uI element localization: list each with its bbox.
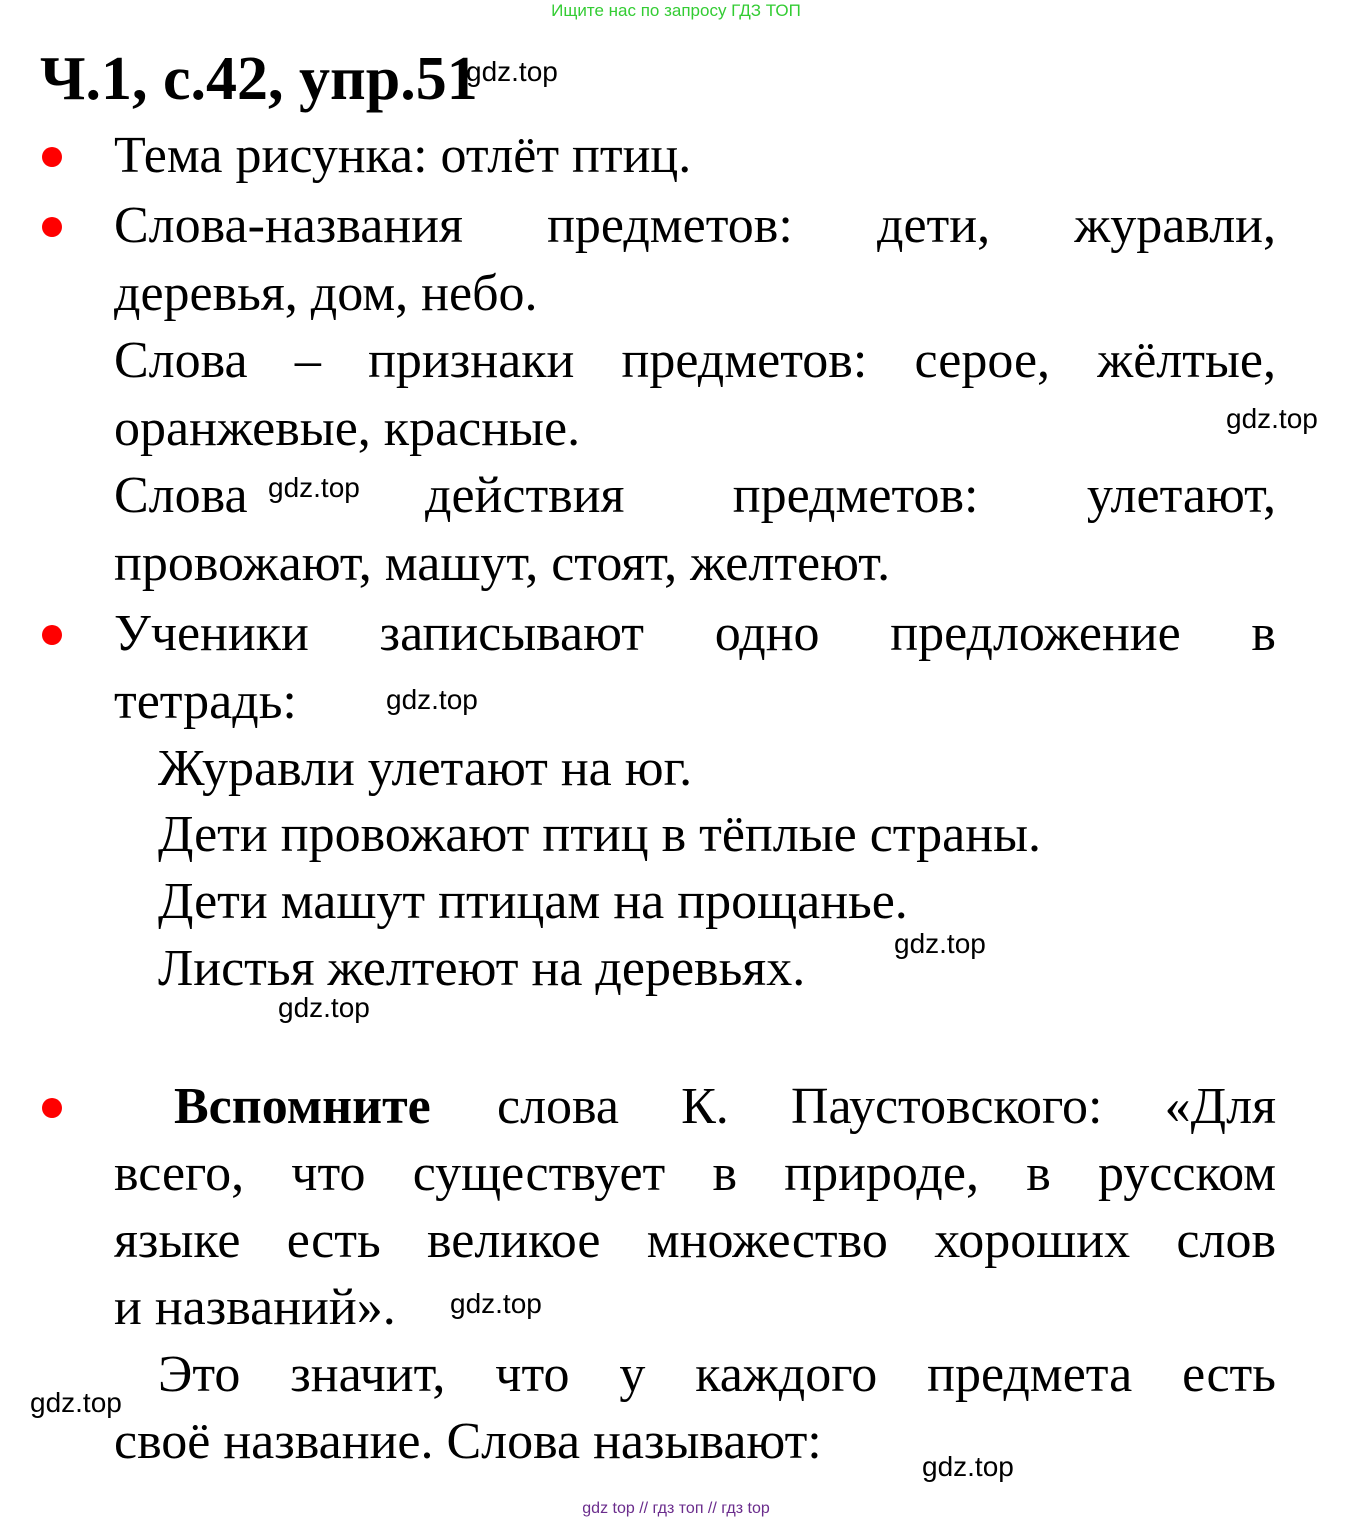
quote-line-3: языке есть великое множество хороших слов [114,1212,1276,1269]
quote-line-2: всего, что существует в природе, в русском [114,1145,1276,1202]
sentence-1: Журавли улетают на юг. [158,740,693,797]
adjectives-line-cont: оранжевые, красные. [114,400,581,457]
watermark: gdz.top [268,472,360,503]
verbs-line-cont: провожают, машут, стоят, желтеют. [114,535,891,592]
page-title: Ч.1, с.42, упр.51 [40,45,478,113]
quote-line-4: и названий». [114,1279,396,1336]
sentence-3: Дети машут птицам на прощанье. [158,873,908,930]
meaning-line: Это значит, что у каждого предмета есть [158,1346,1276,1403]
bullet-icon [42,1098,62,1118]
adjectives-line: Слова – признаки предметов: серое, жёлтые, [114,332,1276,389]
watermark: gdz.top [894,928,986,959]
watermark: gdz.top [278,992,370,1023]
watermark: gdz.top [466,56,558,87]
verbs-line: действия предметов: улетают, [425,467,1276,524]
nouns-line-cont: деревья, дом, небо. [114,265,538,322]
nouns-line: Слова-названия предметов: дети, журавли, [114,197,1276,254]
quote-line: слова К. Паустовского: «Для [497,1078,1276,1135]
watermark: gdz.top [386,684,478,715]
bullet-icon [42,217,62,237]
sentence-4: Листья желтеют на деревьях. [158,940,806,997]
watermark: gdz.top [922,1451,1014,1482]
watermark: gdz.top [30,1387,122,1418]
verbs-line-word: Слова [114,467,248,524]
bullet-icon [42,625,62,645]
watermark: gdz.top [1226,403,1318,434]
bullet-icon [42,147,62,167]
watermark: gdz.top [450,1288,542,1319]
footer-links[interactable]: gdz top // гдз топ // гдз top [582,1500,770,1517]
instruction-line: Ученики записывают одно предложение в [114,605,1276,662]
sentence-2: Дети провожают птиц в тёплые страны. [158,806,1042,863]
remember-word: Вспомните [174,1078,431,1135]
meaning-line-cont: своё название. Слова называют: [114,1413,822,1470]
topic-line: Тема рисунка: отлёт птиц. [114,127,692,184]
instruction-line-cont: тетрадь: [114,673,297,730]
top-banner[interactable]: Ищите нас по запросу ГДЗ ТОП [551,1,801,20]
